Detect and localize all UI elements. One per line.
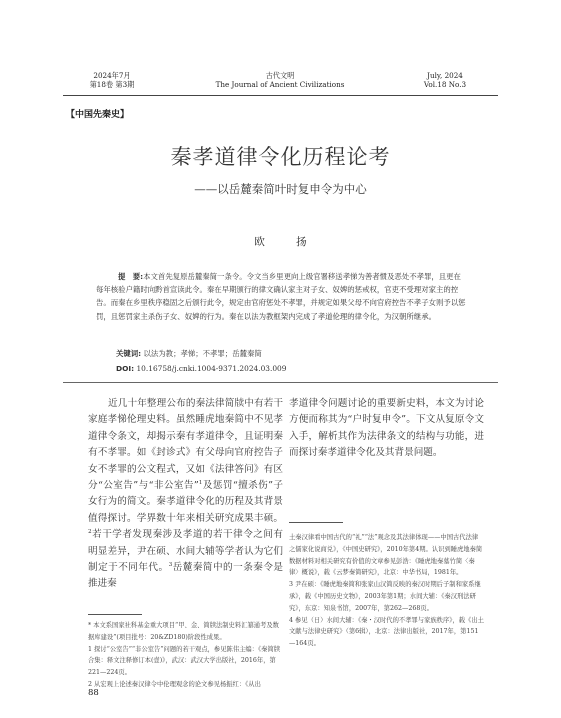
header-issue-date-cn — [72, 71, 152, 89]
header-date: 2024年7月 — [93, 71, 131, 80]
article-title: 秦孝道律令化历程论考 — [170, 145, 391, 169]
keywords — [116, 348, 262, 359]
body-text: 若干学者发现秦涉及孝道的若干律令之间有明显差异，尹在硕、水间大辅等学者认为它们制定于不同年代。 — [88, 529, 283, 574]
abstract — [96, 270, 466, 323]
footnote-ref[interactable]: 1 — [198, 479, 203, 486]
doi-label: DOI: — [116, 364, 135, 373]
header-volume-en: Vol.18 No.3 — [423, 80, 467, 89]
header-volume: 第18卷 第3期 — [89, 80, 135, 89]
body-column-left — [88, 396, 283, 593]
footnote-ref[interactable]: 3 — [168, 561, 173, 568]
footnote: 1 探讨“公室告”“非公室告”问题的若干观点，参见陈伟主编：《秦简牍合集：释文注释修订本(壹)》，武汉：武汉大学出版社，2016年，第221—224页。 — [88, 645, 281, 677]
doi-value: 10.16758/j.cnki.1004-9371.2024.03.009 — [136, 364, 287, 373]
article-subtitle: ——以岳麓秦简叶时复申令为中心 — [194, 182, 367, 196]
keywords-label: 关键词: — [116, 349, 142, 358]
footnote: 3 尹在硕：《睡虎地秦简和张家山汉简反映的秦汉时期后子制和家系继承》，载《中国历史文物》，2003年第1期；水间大辅：《秦汉刑法研究》，东京：知泉书馆，2007年，第262—268页。 — [289, 581, 481, 612]
header-issue-date-en — [405, 71, 485, 89]
journal-name-en: The Journal of Ancient Civilizations — [215, 80, 345, 89]
footnote: 2 从宏观上论述秦汉律令中伦理观念的论文参见杨振红：《从出 — [88, 680, 261, 688]
body-text: 近几十年整理公布的秦法律简牍中有若干家庭孝悌伦理史料。虽然睡虎地秦简中不见孝道律令条文，却揭示秦有孝道律令，且证明秦有不孝罪。如《封诊式》有父母向官府控告子女不孝罪的公文程式，又如《法律答问》有区分“公室告”与“非公室告” — [88, 398, 283, 492]
body-paragraph — [88, 396, 283, 593]
header-journal-name — [180, 71, 380, 89]
footnote-divider-right — [289, 522, 343, 523]
footnote: 土秦汉律看中国古代的“礼”“法”观念及其法律体现——中国古代法律之儒家化说商兑》，《中国史研究》，2010年第4期。认识到睡虎地秦简数据材料对相关研究有价值的文章参见彭浩：《睡虎地秦墓竹简〈秦律〉概说》，载《云梦秦简研究》，北京：中华书局，1981年。 — [289, 534, 483, 577]
footnote-ref[interactable]: 2 — [88, 529, 92, 536]
header-divider — [63, 95, 498, 96]
body-paragraph: 孝道律令问题讨论的重要新史料，本文为讨论方便而称其为“户时复申令”。下文从复原令文入手，解析其作为法律条文的结构与功能，进而探讨秦孝道律令化及其背景问题。 — [289, 398, 484, 459]
doi — [116, 364, 286, 373]
abstract-label: 提 要: — [118, 272, 144, 281]
body-text: 岳麓秦简中的一条秦令是推进秦 — [88, 562, 284, 590]
footnote: 4 参见（日）水间大辅：《秦・汉时代的不孝罪与家族秩序》，载《出土文献与法律史研究》（第6辑），北京：法律出版社，2017年，第151—164页。 — [289, 616, 484, 648]
body-column-right — [289, 396, 484, 462]
abstract-text: 本文首先复原岳麓秦简一条令。令文当乡里更向上级官署移送孝悌为善者惯及恶处不孝罪，且更在每年核验户籍时向黔首宣读此令。秦在早期颁行的律文确认家主对子女、奴婢的惩戒权，官吏不受理对家主的控告。而秦在乡里秩序稳固之后颁行此令，规定由官府惩处不孝罪，并规定如果父母不向官府控告不孝子女则予以惩罚，且惩罚家主杀伤子女、奴婢的行为。秦在以法为教框架内完成了孝道伦理的律令化，为汉朝所继承。 — [96, 272, 466, 321]
footnote-divider-left — [88, 614, 142, 615]
footnote: * 本文系国家社科基金重大项目“甲、金、简牍法制史料汇纂通考及数据库建设”(项目批号：20&ZD180)阶段性成果。 — [88, 622, 279, 641]
section-label: 【中国先秦史】 — [66, 110, 130, 120]
footnotes-right — [289, 532, 484, 650]
body-text: 及惩罚“擅杀伤”子女行为的简文。秦孝道律令化的历程及其背景值得探讨。学界数十年来相关研究成果丰硕。 — [88, 480, 283, 524]
footnotes-left — [88, 620, 283, 691]
journal-name-cn: 古代文明 — [265, 71, 295, 80]
page-number: 88 — [88, 688, 99, 698]
body-divider — [63, 382, 498, 383]
header-date-en: July, 2024 — [427, 71, 463, 80]
keywords-text: 以法为教；孝悌；不孝罪；岳麓秦简 — [143, 349, 262, 358]
article-author: 欧 扬 — [254, 236, 321, 248]
